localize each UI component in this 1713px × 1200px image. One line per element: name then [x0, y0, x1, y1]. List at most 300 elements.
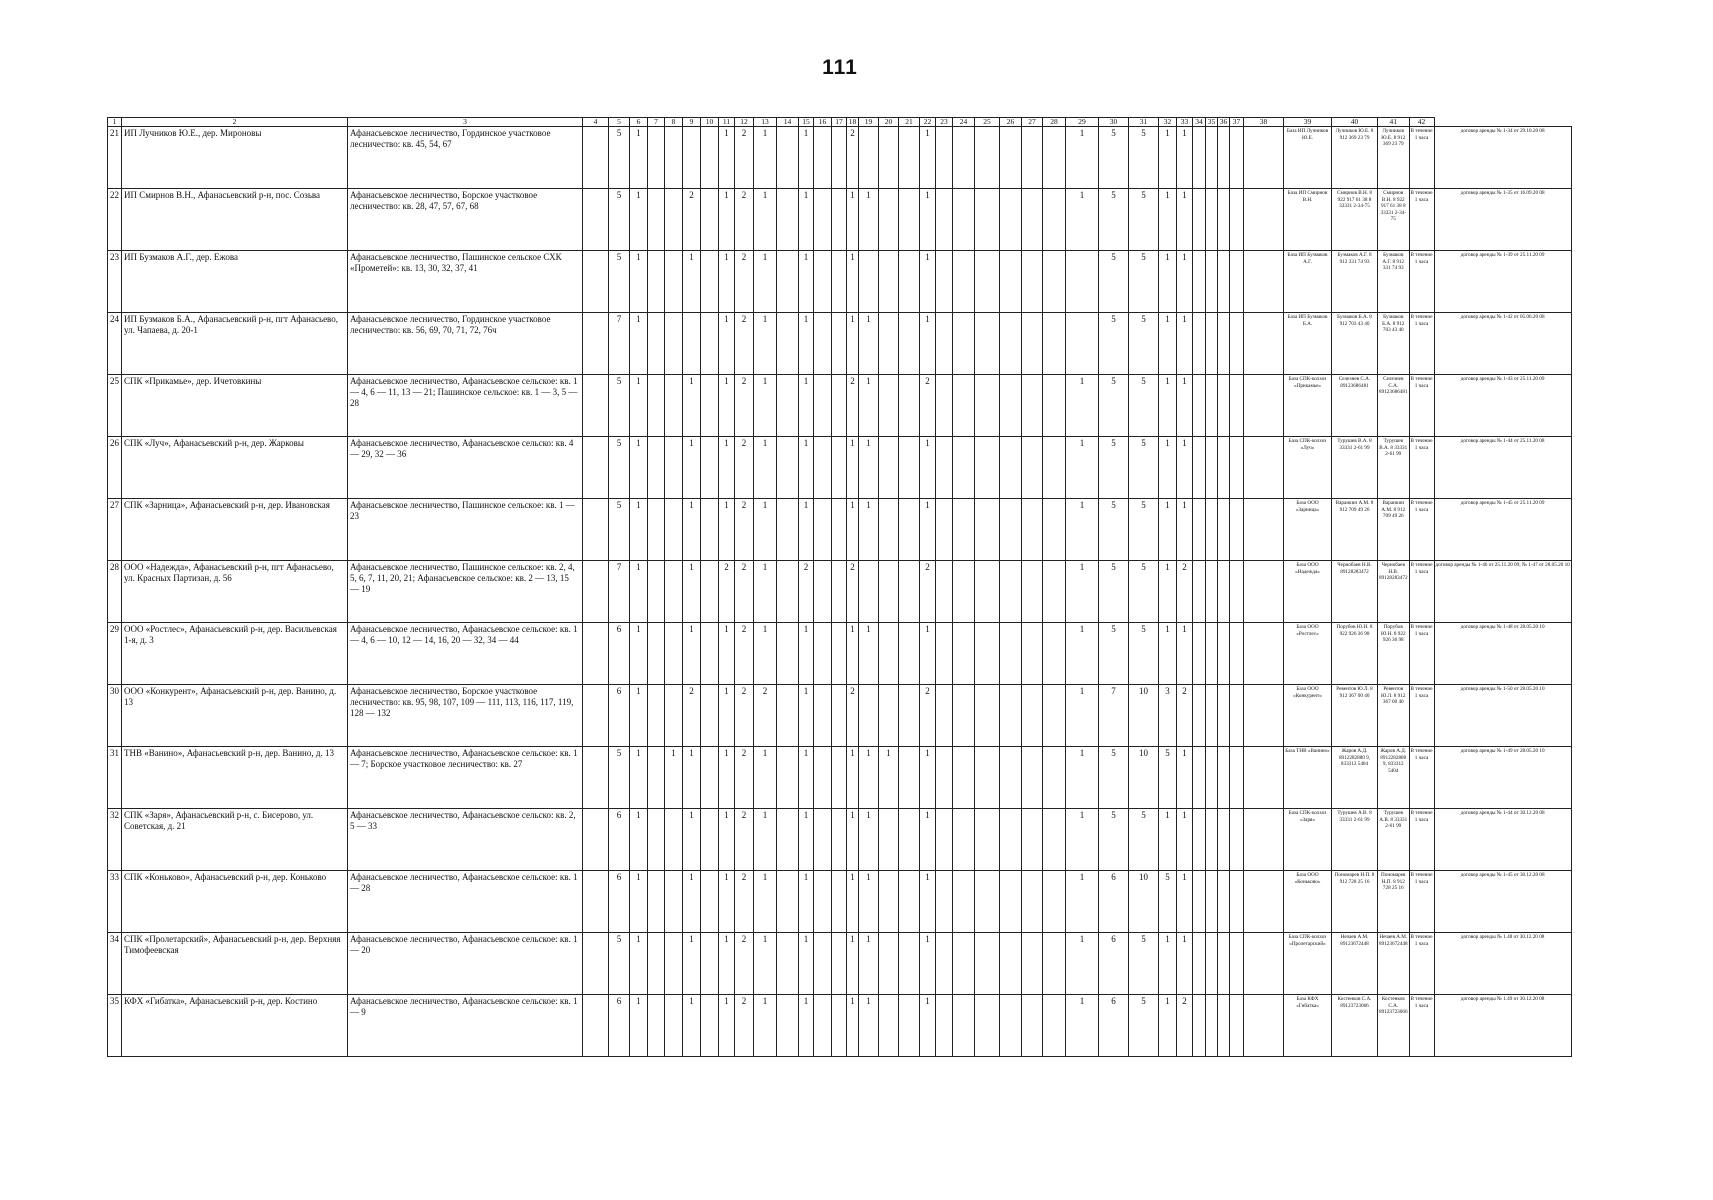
value-cell: 3: [1159, 685, 1177, 747]
value-cell: 1: [799, 995, 814, 1057]
value-cell: [701, 747, 719, 809]
value-cell: [936, 313, 953, 375]
value-cell: [665, 809, 683, 871]
value-cell: 1: [1177, 313, 1193, 375]
column-number: 38: [1244, 118, 1284, 127]
value-cell: [1193, 747, 1206, 809]
value-cell: [936, 561, 953, 623]
value-cell: [1193, 313, 1206, 375]
value-cell: 5: [609, 437, 630, 499]
value-cell: 1: [630, 375, 648, 437]
value-cell: [665, 251, 683, 313]
value-cell: [832, 127, 847, 189]
column-number: 16: [814, 118, 832, 127]
value-cell: [953, 871, 975, 933]
base-cell: База ИП Смирнов В.Н.: [1284, 189, 1332, 251]
value-cell: 1: [1066, 127, 1099, 189]
value-cell: [975, 561, 1000, 623]
value-cell: [975, 375, 1000, 437]
value-cell: [936, 375, 953, 437]
forest-location: Афанасьевское лесничество, Афанасьевское сельское: кв. 1 — 4, 6 — 11, 13 — 21; Пашинское сельское: кв. 1 — 3, 5 — 28: [348, 375, 583, 437]
value-cell: 2: [1177, 995, 1193, 1057]
value-cell: [777, 499, 799, 561]
value-cell: 2: [847, 127, 859, 189]
value-cell: [953, 561, 975, 623]
value-cell: 1: [719, 437, 735, 499]
value-cell: 1: [920, 313, 936, 375]
value-cell: [1244, 499, 1284, 561]
value-cell: [814, 499, 832, 561]
value-cell: 1: [719, 747, 735, 809]
value-cell: 1: [719, 995, 735, 1057]
value-cell: [1022, 933, 1043, 995]
value-cell: [879, 313, 899, 375]
value-cell: 5: [1129, 809, 1159, 871]
value-cell: [814, 189, 832, 251]
value-cell: 5: [1129, 623, 1159, 685]
row-number: 32: [108, 809, 122, 871]
value-cell: 1: [683, 809, 701, 871]
user-name: СПК «Заря», Афанасьевский р-н, с. Бисерово, ул. Советская, д. 21: [122, 809, 348, 871]
value-cell: [1193, 685, 1206, 747]
column-number: 31: [1129, 118, 1159, 127]
user-name: ИП Бузмаков А.Г., дер. Ежова: [122, 251, 348, 313]
table-row: [108, 871, 1572, 933]
value-cell: [1000, 499, 1022, 561]
value-cell: [832, 499, 847, 561]
value-cell: [1022, 623, 1043, 685]
value-cell: [1000, 127, 1022, 189]
responsible-cell: Селезнев С.А. 89123686481: [1378, 375, 1410, 437]
value-cell: 1: [920, 747, 936, 809]
value-cell: 1: [799, 313, 814, 375]
value-cell: 1: [630, 561, 648, 623]
value-cell: [583, 685, 609, 747]
value-cell: 1: [754, 127, 777, 189]
value-cell: 5: [1129, 251, 1159, 313]
value-cell: 1: [1066, 933, 1099, 995]
value-cell: [648, 251, 665, 313]
forest-location: Афанасьевское лесничество, Афанасьевское сельское: кв. 1 — 28: [348, 871, 583, 933]
user-name: ООО «Надежда», Афанасьевский р-н, пгт Афанасьево, ул. Красных Партизан, д. 56: [122, 561, 348, 623]
value-cell: 1: [630, 995, 648, 1057]
value-cell: 2: [683, 189, 701, 251]
value-cell: [936, 995, 953, 1057]
value-cell: [1244, 561, 1284, 623]
lease-contract-cell: договор аренды № 1-35 от 16.09.20 08: [1434, 189, 1571, 251]
value-cell: 2: [735, 313, 754, 375]
value-cell: [665, 871, 683, 933]
value-cell: 2: [735, 499, 754, 561]
value-cell: 1: [859, 313, 879, 375]
value-cell: [899, 747, 920, 809]
value-cell: [899, 871, 920, 933]
row-number: 24: [108, 313, 122, 375]
value-cell: 1: [847, 995, 859, 1057]
value-cell: 2: [683, 685, 701, 747]
table-row: [108, 499, 1572, 561]
value-cell: [1043, 437, 1066, 499]
user-name: ТНВ «Ванино», Афанасьевский р-н, дер. Ванино, д. 13: [122, 747, 348, 809]
value-cell: [814, 809, 832, 871]
responsible-cell: Чернобаев Н.В. 89128283472: [1378, 561, 1410, 623]
value-cell: 1: [1159, 127, 1177, 189]
value-cell: 2: [735, 561, 754, 623]
value-cell: 1: [683, 623, 701, 685]
value-cell: [832, 995, 847, 1057]
value-cell: 5: [609, 747, 630, 809]
column-number: 12: [735, 118, 754, 127]
value-cell: 1: [754, 623, 777, 685]
value-cell: [1244, 809, 1284, 871]
column-number: 23: [936, 118, 953, 127]
value-cell: 1: [920, 189, 936, 251]
response-time-cell: В течение 1 часа: [1409, 871, 1434, 933]
value-cell: 5: [1129, 933, 1159, 995]
column-number: 9: [683, 118, 701, 127]
value-cell: [832, 747, 847, 809]
value-cell: [1244, 251, 1284, 313]
value-cell: [879, 499, 899, 561]
value-cell: [832, 685, 847, 747]
value-cell: 1: [719, 189, 735, 251]
value-cell: [583, 499, 609, 561]
lease-contract-cell: договор аренды № 1-44 от 30.12.20 08: [1434, 809, 1571, 871]
value-cell: 1: [847, 251, 859, 313]
value-cell: 1: [1177, 623, 1193, 685]
value-cell: 1: [847, 499, 859, 561]
value-cell: 1: [847, 747, 859, 809]
value-cell: 1: [754, 499, 777, 561]
value-cell: [859, 127, 879, 189]
value-cell: 1: [630, 251, 648, 313]
responsible-cell: Пономарев Н.П. 8 912 728 25 16: [1378, 871, 1410, 933]
value-cell: [814, 561, 832, 623]
table-row: [108, 623, 1572, 685]
value-cell: [1000, 933, 1022, 995]
user-name: СПК «Коньково», Афанасьевский р-н, дер. Коньково: [122, 871, 348, 933]
value-cell: [899, 499, 920, 561]
base-cell: База ООО «Зарница»: [1284, 499, 1332, 561]
value-cell: [1230, 437, 1244, 499]
value-cell: 1: [1177, 437, 1193, 499]
response-time-cell: В течение 1 часа: [1409, 747, 1434, 809]
value-cell: [899, 561, 920, 623]
value-cell: [583, 871, 609, 933]
value-cell: [1193, 995, 1206, 1057]
value-cell: 2: [847, 375, 859, 437]
value-cell: [777, 685, 799, 747]
value-cell: 1: [920, 251, 936, 313]
value-cell: 1: [859, 437, 879, 499]
lease-contract-cell: договор аренды № 1-45 от 25.11.20 09: [1434, 499, 1571, 561]
value-cell: [665, 127, 683, 189]
value-cell: [701, 189, 719, 251]
value-cell: [1022, 561, 1043, 623]
value-cell: [1206, 251, 1218, 313]
responsible-cell: Костенков С.А. 89123723066: [1378, 995, 1410, 1057]
value-cell: [1000, 685, 1022, 747]
value-cell: [936, 189, 953, 251]
value-cell: 1: [859, 623, 879, 685]
column-number: 35: [1206, 118, 1218, 127]
contact-cell: Бузмаков Б.А. 8 912 703 43 40: [1332, 313, 1378, 375]
value-cell: [936, 871, 953, 933]
value-cell: 1: [859, 747, 879, 809]
column-number: 13: [754, 118, 777, 127]
column-number: 2: [122, 118, 348, 127]
row-number: 29: [108, 623, 122, 685]
forest-location: Афанасьевское лесничество, Афанасьевское сельско: кв. 2, 5 — 33: [348, 809, 583, 871]
value-cell: [1043, 685, 1066, 747]
response-time-cell: В течение 1 часа: [1409, 189, 1434, 251]
value-cell: [899, 623, 920, 685]
value-cell: [975, 623, 1000, 685]
value-cell: 1: [630, 313, 648, 375]
value-cell: [1193, 499, 1206, 561]
forest-location: Афанасьевское лесничество, Афанасьевское сельско: кв. 4 — 29, 32 — 36: [348, 437, 583, 499]
base-cell: База ООО «Коньково»: [1284, 871, 1332, 933]
value-cell: 6: [1099, 995, 1129, 1057]
value-cell: [832, 561, 847, 623]
value-cell: [832, 871, 847, 933]
value-cell: 1: [630, 871, 648, 933]
table-row: [108, 685, 1572, 747]
table-row: [108, 313, 1572, 375]
value-cell: [814, 251, 832, 313]
value-cell: [1244, 437, 1284, 499]
base-cell: База СПК-колхоз «Прикамье»: [1284, 375, 1332, 437]
value-cell: 10: [1129, 685, 1159, 747]
column-number: 28: [1043, 118, 1066, 127]
value-cell: [1230, 189, 1244, 251]
value-cell: 1: [920, 437, 936, 499]
value-cell: [1218, 933, 1230, 995]
value-cell: 1: [920, 809, 936, 871]
value-cell: [953, 127, 975, 189]
value-cell: [648, 933, 665, 995]
value-cell: 1: [719, 871, 735, 933]
value-cell: 1: [799, 623, 814, 685]
value-cell: 2: [920, 375, 936, 437]
value-cell: [777, 437, 799, 499]
response-time-cell: В течение 1 часа: [1409, 933, 1434, 995]
value-cell: [777, 313, 799, 375]
contact-cell: Ревентов Ю.Л. 8 912 367 00 40: [1332, 685, 1378, 747]
value-cell: 1: [1159, 437, 1177, 499]
value-cell: 1: [1159, 933, 1177, 995]
value-cell: [701, 933, 719, 995]
value-cell: [953, 933, 975, 995]
column-number: 14: [777, 118, 799, 127]
value-cell: 2: [1177, 561, 1193, 623]
value-cell: [1066, 251, 1099, 313]
value-cell: 5: [1099, 437, 1129, 499]
response-time-cell: В течение 1 часа: [1409, 809, 1434, 871]
column-number: 17: [832, 118, 847, 127]
column-number: 21: [899, 118, 920, 127]
value-cell: [832, 313, 847, 375]
value-cell: 1: [754, 313, 777, 375]
value-cell: 1: [1066, 809, 1099, 871]
value-cell: [1066, 313, 1099, 375]
value-cell: [1218, 127, 1230, 189]
value-cell: 1: [847, 871, 859, 933]
value-cell: [859, 685, 879, 747]
value-cell: 2: [735, 189, 754, 251]
forest-location: Афанасьевское лесничество, Пашинское сельское: кв. 1 — 23: [348, 499, 583, 561]
value-cell: [953, 375, 975, 437]
column-number: 25: [975, 118, 1000, 127]
value-cell: 5: [1099, 313, 1129, 375]
base-cell: База ООО «Конкурент»: [1284, 685, 1332, 747]
value-cell: [1218, 747, 1230, 809]
value-cell: [1193, 189, 1206, 251]
value-cell: 1: [1066, 437, 1099, 499]
value-cell: 5: [1099, 623, 1129, 685]
value-cell: [975, 437, 1000, 499]
value-cell: 1: [879, 747, 899, 809]
lease-contract-cell: договор аренды № 1.48 от 30.12.20 08: [1434, 933, 1571, 995]
value-cell: 6: [609, 685, 630, 747]
response-time-cell: В течение 1 часа: [1409, 375, 1434, 437]
column-number: 26: [1000, 118, 1022, 127]
value-cell: 1: [630, 437, 648, 499]
value-cell: [899, 313, 920, 375]
user-name: ООО «Конкурент», Афанасьевский р-н, дер. Ванино, д. 13: [122, 685, 348, 747]
value-cell: [1043, 809, 1066, 871]
value-cell: 1: [719, 499, 735, 561]
value-cell: [953, 685, 975, 747]
value-cell: 1: [1066, 189, 1099, 251]
column-number: 1: [108, 118, 122, 127]
value-cell: 1: [920, 871, 936, 933]
value-cell: 2: [920, 561, 936, 623]
value-cell: [583, 623, 609, 685]
value-cell: 5: [1099, 809, 1129, 871]
value-cell: [1244, 871, 1284, 933]
value-cell: [879, 375, 899, 437]
contact-cell: Турушев А.В. 8 33331 2-61 99: [1332, 809, 1378, 871]
value-cell: 2: [735, 685, 754, 747]
value-cell: 1: [799, 375, 814, 437]
value-cell: 1: [1177, 251, 1193, 313]
value-cell: [1244, 375, 1284, 437]
value-cell: [1218, 437, 1230, 499]
value-cell: [936, 127, 953, 189]
value-cell: 1: [754, 437, 777, 499]
lease-contract-cell: договор аренды № 1-39 от 25.11.20 09: [1434, 251, 1571, 313]
value-cell: 1: [799, 251, 814, 313]
base-cell: База СПК-колхоз «Пролетарский»: [1284, 933, 1332, 995]
value-cell: 1: [847, 933, 859, 995]
value-cell: [1193, 809, 1206, 871]
value-cell: [975, 995, 1000, 1057]
contact-cell: Нечаев А.М. 89123672448: [1332, 933, 1378, 995]
value-cell: [1043, 623, 1066, 685]
value-cell: 7: [1099, 685, 1129, 747]
value-cell: [1043, 313, 1066, 375]
user-name: СПК «Прикамье», дер. Ичетовкины: [122, 375, 348, 437]
value-cell: 6: [1099, 871, 1129, 933]
base-cell: База ИП Бузмаков Б.А.: [1284, 313, 1332, 375]
value-cell: 1: [719, 127, 735, 189]
column-number: 30: [1099, 118, 1129, 127]
value-cell: 1: [630, 127, 648, 189]
value-cell: 1: [1066, 871, 1099, 933]
value-cell: [777, 375, 799, 437]
contact-cell: Жаров А.Д. 8912282880 9, 833312 5404: [1332, 747, 1378, 809]
lease-contract-cell: договор аренды № 1-34 от 29.10.20 08: [1434, 127, 1571, 189]
row-number: 25: [108, 375, 122, 437]
lease-contract-cell: договор аренды № 1.49 от 30.12.20 08: [1434, 995, 1571, 1057]
value-cell: [879, 933, 899, 995]
table-row: [108, 995, 1572, 1057]
value-cell: 1: [799, 809, 814, 871]
value-cell: [1022, 437, 1043, 499]
value-cell: 1: [1159, 251, 1177, 313]
contact-cell: Лучников Ю.Е. 8 912 369 23 79: [1332, 127, 1378, 189]
responsible-cell: Лучников Ю.Е. 8 912 369 23 79: [1378, 127, 1410, 189]
value-cell: 5: [1159, 747, 1177, 809]
value-cell: [1218, 561, 1230, 623]
value-cell: 2: [735, 437, 754, 499]
value-cell: 1: [683, 933, 701, 995]
value-cell: 1: [859, 375, 879, 437]
value-cell: [701, 437, 719, 499]
value-cell: 1: [1066, 995, 1099, 1057]
value-cell: 1: [847, 809, 859, 871]
value-cell: [1193, 561, 1206, 623]
forest-location: Афанасьевское лесничество, Афанасьевское сельское: кв. 1 — 4, 6 — 10, 12 — 14, 16, 20 — 32, 34 — 44: [348, 623, 583, 685]
value-cell: [1000, 251, 1022, 313]
value-cell: [1218, 809, 1230, 871]
value-cell: [1043, 747, 1066, 809]
column-number: 22: [920, 118, 936, 127]
value-cell: 5: [1129, 995, 1159, 1057]
column-number: 3: [348, 118, 583, 127]
value-cell: 2: [735, 251, 754, 313]
contact-cell: Селезнев С.А. 89123686481: [1332, 375, 1378, 437]
value-cell: 1: [754, 995, 777, 1057]
value-cell: [665, 933, 683, 995]
value-cell: [953, 313, 975, 375]
response-time-cell: В течение 1 часа: [1409, 499, 1434, 561]
value-cell: 7: [609, 561, 630, 623]
value-cell: [1000, 809, 1022, 871]
value-cell: [975, 933, 1000, 995]
forest-location: Афанасьевское лесничество, Гординское участковое лесничество: кв. 56, 69, 70, 71, 72, 76ч: [348, 313, 583, 375]
value-cell: [701, 375, 719, 437]
value-cell: 1: [847, 437, 859, 499]
value-cell: [1230, 561, 1244, 623]
value-cell: 2: [735, 127, 754, 189]
response-time-cell: В течение 1 часа: [1409, 685, 1434, 747]
value-cell: [1022, 871, 1043, 933]
value-cell: 1: [683, 561, 701, 623]
value-cell: [1000, 623, 1022, 685]
forest-location: Афанасьевское лесничество, Афанасьевское сельское: кв. 1 — 7; Борское участковое лесничество: кв. 27: [348, 747, 583, 809]
value-cell: 1: [754, 809, 777, 871]
value-cell: [683, 127, 701, 189]
value-cell: 1: [859, 499, 879, 561]
value-cell: 1: [719, 809, 735, 871]
forest-location: Афанасьевское лесничество, Пашинское сельское СХК «Прометей»: кв. 13, 30, 32, 37, 41: [348, 251, 583, 313]
responsible-cell: Варанкин А.М. 8 912 709 49 26: [1378, 499, 1410, 561]
value-cell: 5: [1129, 313, 1159, 375]
value-cell: [648, 437, 665, 499]
value-cell: 1: [1159, 623, 1177, 685]
